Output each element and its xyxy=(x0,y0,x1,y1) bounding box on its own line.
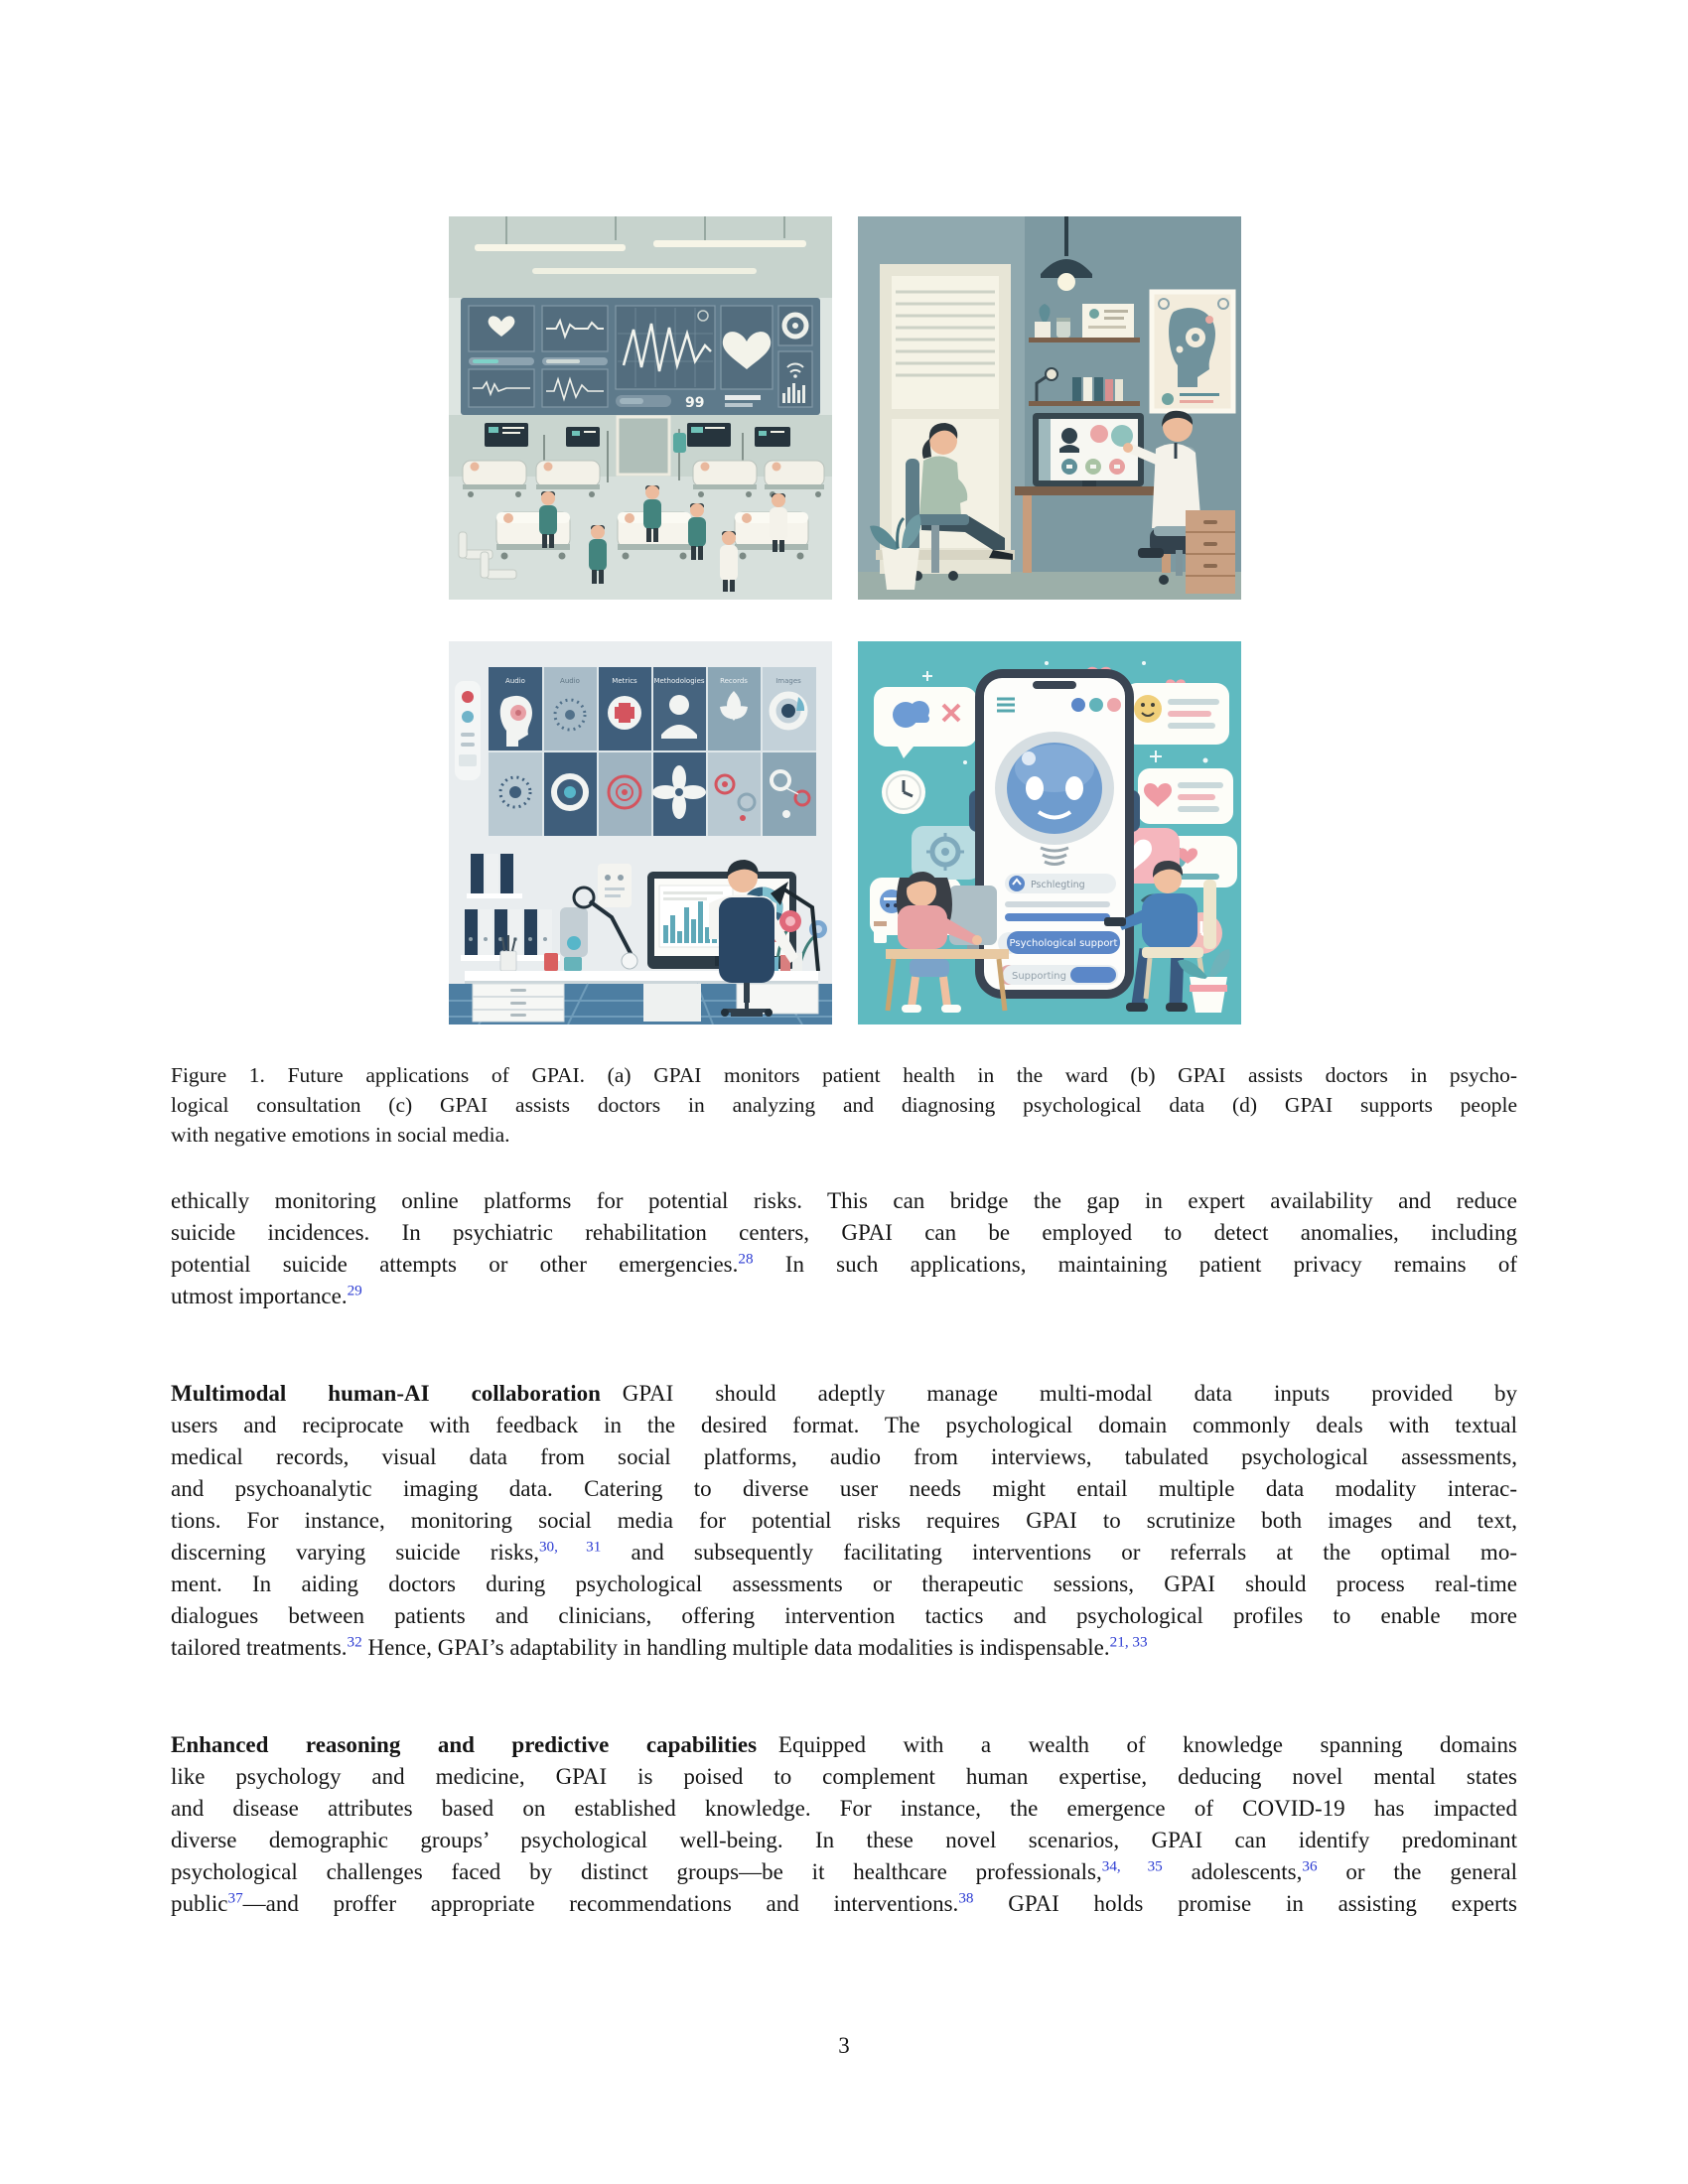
text-line xyxy=(171,1761,1517,1793)
text-run: utmost importance. xyxy=(171,1284,348,1308)
text-run: public xyxy=(171,1891,228,1916)
text-run: or the general xyxy=(1317,1859,1517,1884)
citation-link[interactable]: 29 xyxy=(347,1282,362,1299)
body-text xyxy=(171,1185,1517,1985)
drawer-cabinet xyxy=(1186,510,1235,594)
text-line xyxy=(171,1600,1517,1632)
spo2-value: 99 xyxy=(685,395,705,411)
text-run: medical records, visual data from social platforms, audio from interviews, tabulated psychological assessments, xyxy=(171,1444,1517,1469)
text-line xyxy=(171,1378,1517,1410)
tile-label: Methodologies xyxy=(653,677,705,685)
tile-label: Metrics xyxy=(612,677,637,685)
text-run: GPAI should adeptly manage multi-modal data inputs provided by xyxy=(622,1381,1517,1406)
text-run: —and proffer appropriate recommendations and interventions. xyxy=(242,1891,959,1916)
brain-poster xyxy=(1152,292,1233,411)
figure-1 xyxy=(449,216,1241,1024)
text-line xyxy=(171,1281,1517,1312)
chat-secondary-text: Supporting xyxy=(1012,971,1066,982)
analysis-illustration xyxy=(449,641,832,1024)
text-run: tions. For instance, monitoring social media for potential risks requires GPAI to scrutinize both images and text, xyxy=(171,1508,1517,1533)
citation-link[interactable]: 34, 35 xyxy=(1101,1857,1163,1875)
figure-panel-d xyxy=(858,641,1241,1024)
text-run: potential suicide attempts or other emergencies. xyxy=(171,1252,739,1277)
text-run: adolescents, xyxy=(1162,1859,1303,1884)
chat-primary-text: Psychological support xyxy=(1009,938,1118,949)
citation-link[interactable]: 30, 31 xyxy=(538,1538,602,1556)
text-run: discerning varying suicide risks, xyxy=(171,1540,539,1565)
ward-illustration xyxy=(449,216,832,600)
paragraph-heading: Enhanced reasoning and predictive capabilities xyxy=(171,1732,758,1757)
text-line xyxy=(171,1185,1517,1217)
figure-panel-a xyxy=(449,216,832,600)
medical-cross-icon xyxy=(608,696,641,730)
text-line xyxy=(171,1632,1517,1664)
text-run: Equipped with a wealth of knowledge spanning domains xyxy=(777,1732,1517,1757)
consultation-illustration xyxy=(858,216,1241,600)
text-run: dialogues between patients and clinicians, offering intervention tactics and psychological profiles to enable more xyxy=(171,1603,1517,1628)
text-line xyxy=(171,1090,1517,1120)
paragraph xyxy=(171,1729,1517,1920)
text-run: ment. In aiding doctors during psychological assessments or therapeutic sessions, GPAI should process real-time xyxy=(171,1571,1517,1596)
text-line xyxy=(171,1569,1517,1600)
side-widget xyxy=(455,681,481,780)
chat-bubble-secondary xyxy=(999,965,1118,985)
citation-link[interactable]: 28 xyxy=(738,1250,754,1268)
paragraph xyxy=(171,1185,1517,1312)
ward-door xyxy=(618,417,669,475)
text-line xyxy=(171,1825,1517,1856)
text-line xyxy=(171,1249,1517,1281)
citation-link[interactable]: 36 xyxy=(1302,1857,1318,1875)
figure-caption xyxy=(171,1060,1517,1150)
text-run: with negative emotions in social media. xyxy=(171,1123,510,1147)
text-run: GPAI holds promise in assisting experts xyxy=(973,1891,1517,1916)
text-run: In such applications, maintaining patient privacy remains of xyxy=(753,1252,1517,1277)
text-run: suicide incidences. In psychiatric rehabilitation centers, GPAI can be employed to detect anomalies, including xyxy=(171,1220,1517,1245)
chatbot-illustration xyxy=(858,641,1241,1024)
figure-panel-b xyxy=(858,216,1241,600)
text-run: Hence, GPAI’s adaptability in handling multiple data modalities is indispensable. xyxy=(361,1635,1110,1660)
tile-label: Images xyxy=(775,677,801,685)
data-wall-grid xyxy=(489,667,816,836)
text-run: tailored treatments. xyxy=(171,1635,348,1660)
citation-link[interactable]: 37 xyxy=(227,1889,243,1907)
citation-link[interactable]: 32 xyxy=(347,1633,362,1651)
text-line xyxy=(171,1793,1517,1825)
text-run: and subsequently facilitating interventions or referrals at the optimal mo- xyxy=(601,1540,1517,1565)
paragraph xyxy=(171,1378,1517,1664)
text-run: like psychology and medicine, GPAI is poised to complement human expertise, deducing novel mental states xyxy=(171,1764,1517,1789)
text-line xyxy=(171,1729,1517,1761)
citation-link[interactable]: 21, 33 xyxy=(1109,1633,1148,1651)
text-line xyxy=(171,1060,1517,1090)
text-run: psychological challenges faced by distinct groups—be it healthcare professionals, xyxy=(171,1859,1102,1884)
vitals-dashboard xyxy=(461,298,820,415)
tile-label: Audio xyxy=(505,677,525,685)
text-run: users and reciprocate with feedback in the desired format. The psychological domain commonly deals with textual xyxy=(171,1413,1517,1437)
chat-tag-text: Pschlegting xyxy=(1031,880,1085,890)
text-line xyxy=(171,1410,1517,1441)
text-run: and psychoanalytic imaging data. Catering to diverse user needs might entail multiple data modality interac- xyxy=(171,1476,1517,1501)
text-run: ethically monitoring online platforms for potential risks. This can bridge the gap in expert availability and reduce xyxy=(171,1188,1517,1213)
page-number: 3 xyxy=(838,2033,850,2058)
text-run: logical consultation (c) GPAI assists doctors in analyzing and diagnosing psychological data (d) GPAI supports people xyxy=(171,1093,1517,1117)
text-line xyxy=(171,1856,1517,1888)
tile-label: Records xyxy=(720,677,748,685)
text-line xyxy=(171,1473,1517,1505)
tile-label: Audio xyxy=(560,677,580,685)
paragraph-heading: Multimodal human-AI collaboration xyxy=(171,1381,601,1406)
text-run: and disease attributes based on established knowledge. For instance, the emergence of COVID-19 has impacted xyxy=(171,1796,1517,1821)
citation-link[interactable]: 38 xyxy=(958,1889,974,1907)
document-device xyxy=(598,864,632,907)
text-line xyxy=(171,1888,1517,1920)
text-line xyxy=(171,1120,1517,1150)
text-run: Figure 1. Future applications of GPAI. (a) GPAI monitors patient health in the ward (b) GPAI assists doctors in psycho- xyxy=(171,1063,1517,1087)
text-line xyxy=(171,1441,1517,1473)
figure-panel-c xyxy=(449,641,832,1024)
text-line xyxy=(171,1505,1517,1537)
text-line xyxy=(171,1217,1517,1249)
text-run: diverse demographic groups’ psychological well-being. In these novel scenarios, GPAI can identify predominant xyxy=(171,1828,1517,1852)
chat-bubble-primary xyxy=(998,931,1120,954)
text-line xyxy=(171,1537,1517,1569)
